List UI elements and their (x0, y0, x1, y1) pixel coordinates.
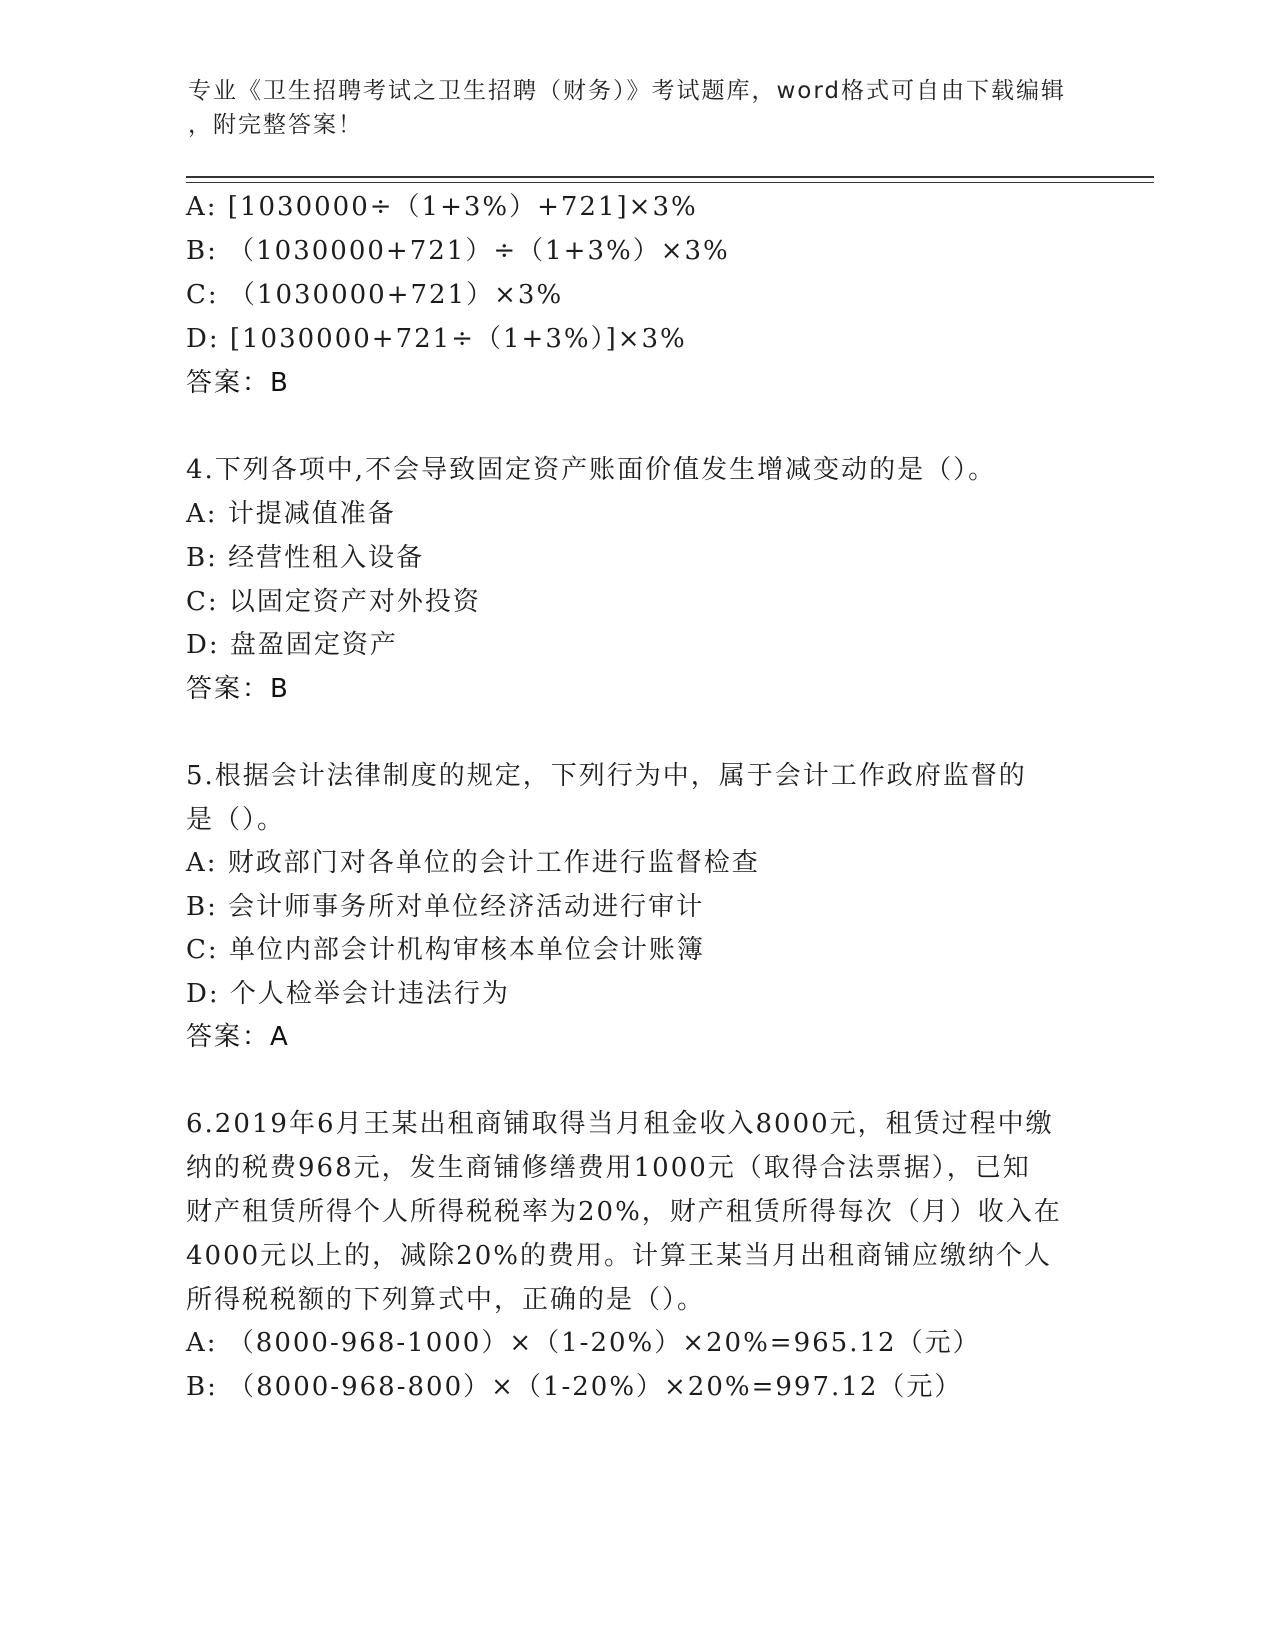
q4-option-d: D: 盘盈固定资产 (186, 630, 398, 660)
q6-question-line-1: 6.2019年6月王某出租商铺取得当月租金收入8000元，租赁过程中缴 (186, 1109, 1054, 1139)
q4-option-c: C: 以固定资产对外投资 (186, 587, 481, 617)
header-line-2: ，附完整答案！ (188, 112, 363, 138)
q5-option-a: A: 财政部门对各单位的会计工作进行监督检查 (186, 848, 760, 878)
q6-question-line-5: 所得税税额的下列算式中，正确的是（）。 (186, 1285, 706, 1315)
q5-question-line-1: 5.根据会计法律制度的规定，下列行为中，属于会计工作政府监督的 (186, 761, 1027, 791)
q5-option-b: B: 会计师事务所对单位经济活动进行审计 (186, 892, 705, 922)
header-divider (186, 176, 1154, 178)
q3-option-c: C: （1030000+721）×3% (186, 280, 564, 310)
q6-question-line-3: 财产租赁所得个人所得税税率为20%，财产租赁所得每次（月）收入在 (186, 1197, 1062, 1227)
q4-question: 4.下列各项中,不会导致固定资产账面价值发生增减变动的是（）。 (186, 455, 997, 485)
q3-option-b: B: （1030000+721）÷（1+3%）×3% (186, 236, 730, 266)
document-header (188, 74, 1088, 142)
header-divider-thin (186, 182, 1154, 183)
q5-option-d: D: 个人检举会计违法行为 (186, 979, 510, 1009)
q6-option-a: A: （8000-968-1000）×（1-20%）×20%=965.12（元） (186, 1328, 981, 1358)
q5-option-c: C: 单位内部会计机构审核本单位会计账簿 (186, 935, 705, 965)
q6-question-line-4: 4000元以上的，减除20%的费用。计算王某当月出租商铺应缴纳个人 (186, 1241, 1052, 1271)
q6-question-line-2: 纳的税费968元，发生商铺修缮费用1000元（取得合法票据），已知 (186, 1153, 1031, 1183)
q5-answer: 答案：A (186, 1022, 290, 1052)
q3-answer: 答案：B (186, 368, 290, 398)
q5-question-line-2: 是（）。 (186, 805, 286, 835)
q3-option-a: A: [1030000÷（1+3%）+721]×3% (186, 192, 698, 222)
q6-option-b: B: （8000-968-800）×（1-20%）×20%=997.12（元） (186, 1372, 963, 1402)
q4-option-b: B: 经营性租入设备 (186, 543, 425, 573)
q4-answer: 答案：B (186, 674, 290, 704)
q4-option-a: A: 计提减值准备 (186, 499, 396, 529)
q3-option-d: D: [1030000+721÷（1+3%）]×3% (186, 324, 687, 354)
header-line-1: 专业《卫生招聘考试之卫生招聘（财务）》考试题库，word格式可自由下载编辑 (188, 78, 1067, 104)
